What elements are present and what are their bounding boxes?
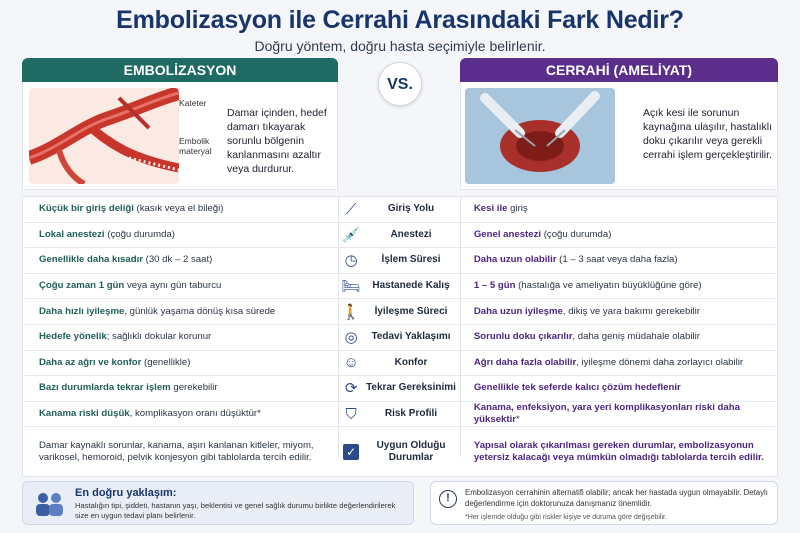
criterion-label: Hastanede Kalış [372, 280, 450, 292]
shield-icon: ⛉ [345, 405, 357, 423]
criterion-cell [338, 250, 460, 270]
page-subtitle: Doğru yöntem, doğru hasta seçimiyle belirlenir. [254, 38, 546, 54]
surgery-cell: Kesi ile giriş [473, 203, 528, 215]
surgery-cell: Genellikle tek seferde kalıcı çözüm hedeflenir [473, 382, 681, 394]
embolization-cell: Daha az ağrı ve konfor (genellikle) [39, 356, 191, 368]
criterion-cell [338, 327, 460, 347]
surgery-cell: Genel anestezi (çoğu durumda) [473, 228, 612, 240]
table-row [23, 223, 777, 249]
surgery-illustration [465, 88, 615, 184]
embolization-cell: Küçük bir giriş deliği (kasık veya el bileği) [39, 203, 224, 215]
warning-box [430, 481, 778, 525]
column-divider [338, 196, 339, 457]
criterion-label: İşlem Süresi [381, 254, 441, 266]
criterion-label: İyileşme Süreci [374, 305, 448, 317]
surgery-cell: Daha uzun olabilir (1 – 3 saat veya daha fazla) [473, 254, 678, 266]
walking-person-icon: 🚶 [341, 303, 361, 321]
table-row [23, 376, 777, 402]
best-approach-text: Hastalığın tipi, şiddeti, hastanın yaşı, beklentisi ve genel sağlık durumu birlikte değerlendirilerek size en uygun tedavi planı belirlenir. [75, 501, 396, 520]
table-row [23, 197, 777, 223]
column-divider [460, 196, 461, 457]
vessel-illustration [29, 88, 179, 184]
criterion-cell [338, 302, 460, 322]
embolization-cell: Hedefe yönelik; sağlıklı dokular korunur [39, 331, 212, 343]
criterion-label: Giriş Yolu [387, 203, 435, 215]
bed-icon: 🛏 [341, 278, 361, 296]
criterion-label: Tekrar Gereksinimi [366, 382, 456, 394]
surgery-cell: Daha uzun iyileşme, dikiş ve yara bakımı gerekebilir [473, 305, 700, 317]
table-row [23, 427, 777, 476]
surgery-cell: 1 – 5 gün (hastalığa ve ameliyatın büyüklüğüne göre) [473, 280, 702, 292]
table-row [23, 325, 777, 351]
best-approach-title: En doğru yaklaşım: [75, 487, 177, 499]
surgery-panel [460, 82, 778, 190]
refresh-icon: ⟳ [344, 380, 358, 398]
embolization-panel [22, 82, 338, 190]
criterion-label: Risk Profili [384, 408, 438, 420]
table-row [23, 299, 777, 325]
surgery-cell: Yapısal olarak çıkarılması gereken durumlar, embolizasyonun yetersiz kalacağı veya mümkün olmadığı tablolarda tercih edilir. [473, 439, 764, 463]
embolic-tag: Embolik materyal [179, 136, 212, 156]
criterion-cell [338, 440, 460, 464]
catheter-tag: Kateter [179, 98, 207, 108]
criterion-cell [338, 199, 460, 219]
embolization-header: EMBOLİZASYON [22, 58, 338, 82]
checkbox-icon: ✓ [340, 442, 362, 462]
risk-note: *Her işlemde olduğu gibi riskler kişiye ve duruma göre değişebilir. [465, 514, 667, 521]
embolization-cell: Kanama riski düşük, komplikasyon oranı düşüktür* [39, 408, 261, 420]
embolization-cell: Çoğu zaman 1 gün veya aynı gün taburcu [39, 280, 222, 292]
embolization-cell: Lokal anestezi (çoğu durumda) [39, 228, 175, 240]
surgery-description: Açık kesi ile sorunun kaynağına ulaşılır, hastalıklı doku çıkarılır veya gerekli cerrahi işlem gerçekleştirilir. [643, 107, 772, 161]
people-icon [33, 490, 65, 518]
criterion-cell [338, 404, 460, 424]
embolization-description: Damar içinden, hedef damarı tıkayarak sorunlu bölgenin kanlanmasını azaltır veya durdurur. [227, 107, 327, 175]
best-approach-box [22, 481, 414, 525]
table-row [23, 248, 777, 274]
info-icon: ! [439, 490, 457, 508]
embolization-cell: Damar kaynaklı sorunlar, kanama, aşırı kanlanan kitleler, miyom, varikosel, hemoroid, pelvik konjesyon gibi tablolarda tercih edilir. [39, 439, 314, 463]
criterion-cell [338, 353, 460, 373]
criterion-label: Konfor [394, 356, 428, 368]
criterion-cell [338, 276, 460, 296]
page-title: Embolizasyon ile Cerrahi Arasındaki Fark Nedir? [116, 6, 684, 34]
catheter-icon: ⟋ [345, 200, 357, 218]
comparison-table [22, 196, 778, 477]
criterion-label: Tedavi Yaklaşımı [371, 331, 451, 343]
embolization-cell: Genellikle daha kısadır (30 dk – 2 saat) [39, 254, 213, 266]
target-icon: ◎ [344, 329, 358, 347]
syringe-icon: 💉 [341, 226, 361, 244]
warning-text: Embolizasyon cerrahinin alternatifi olabilir; ancak her hastada uygun olmayabilir. Detaylı değerlendirme için doktorunuza danışmanız önemlidir. [465, 488, 768, 508]
criterion-cell [338, 378, 460, 398]
surgery-header: CERRAHİ (AMELİYAT) [460, 58, 778, 82]
embolization-cell: Bazı durumlarda tekrar işlem gerekebilir [39, 382, 218, 394]
embolization-cell: Daha hızlı iyileşme, günlük yaşama dönüş kısa sürede [39, 305, 276, 317]
criterion-label: Anestezi [390, 228, 432, 240]
criterion-cell [338, 225, 460, 245]
smile-icon: ☺ [343, 354, 359, 372]
clock-icon: ◷ [344, 252, 358, 270]
vs-badge: VS. [378, 62, 422, 106]
table-row [23, 402, 777, 428]
criterion-label: Uygun Olduğu Durumlar [376, 439, 446, 463]
table-row [23, 274, 777, 300]
surgery-cell: Sorunlu doku çıkarılır, daha geniş müdahale olabilir [473, 331, 700, 343]
surgery-cell: Ağrı daha fazla olabilir, iyileşme dönemi daha zorlayıcı olabilir [473, 356, 744, 368]
table-row [23, 351, 777, 377]
surgery-cell: Kanama, enfeksiyon, yara yeri komplikasyonları riski daha yüksektir* [473, 402, 740, 426]
